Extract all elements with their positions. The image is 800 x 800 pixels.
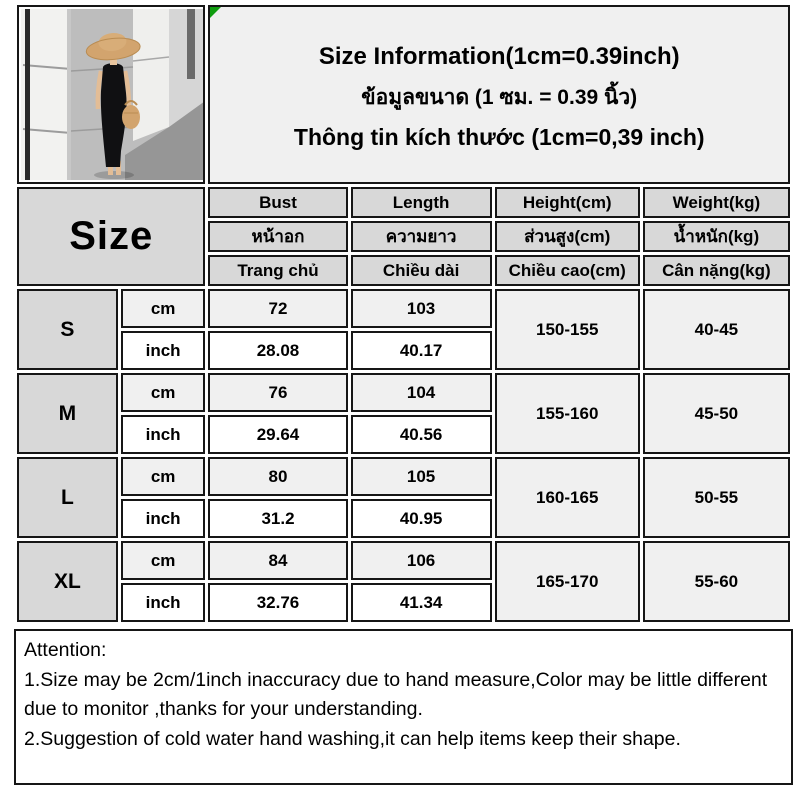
header-height-en: Height(cm) xyxy=(495,187,640,218)
size-header-cell: Size xyxy=(17,187,205,286)
header-weight-en: Weight(kg) xyxy=(643,187,790,218)
header-height-vi: Chiều cao(cm) xyxy=(495,255,640,286)
size-row-label-m: M xyxy=(17,373,118,454)
header-bust-vi: Trang chủ xyxy=(208,255,347,286)
s-length-inch: 40.17 xyxy=(351,331,492,370)
m-weight: 45-50 xyxy=(643,373,790,454)
xl-height: 165-170 xyxy=(495,541,640,622)
l-bust-inch: 31.2 xyxy=(208,499,347,538)
header-length-vi: Chiều dài xyxy=(351,255,492,286)
size-row-label-l: L xyxy=(17,457,118,538)
l-length-cm: 105 xyxy=(351,457,492,496)
l-length-inch: 40.95 xyxy=(351,499,492,538)
product-photo-image xyxy=(21,9,205,180)
xl-length-cm: 106 xyxy=(351,541,492,580)
xl-weight: 55-60 xyxy=(643,541,790,622)
unit-cm-s: cm xyxy=(121,289,206,328)
size-row-label-s: S xyxy=(17,289,118,370)
m-bust-inch: 29.64 xyxy=(208,415,347,454)
s-height: 150-155 xyxy=(495,289,640,370)
size-chart-table xyxy=(14,2,793,625)
header-bust-th: หน้าอก xyxy=(208,221,347,252)
m-length-inch: 40.56 xyxy=(351,415,492,454)
title-line-vi: Thông tin kích thước (1cm=0,39 inch) xyxy=(293,123,705,150)
unit-cm-m: cm xyxy=(121,373,206,412)
header-height-th: ส่วนสูง(cm) xyxy=(495,221,640,252)
m-height: 155-160 xyxy=(495,373,640,454)
unit-inch-xl: inch xyxy=(121,583,206,622)
xl-bust-cm: 84 xyxy=(208,541,347,580)
unit-inch-l: inch xyxy=(121,499,206,538)
header-length-th: ความยาว xyxy=(351,221,492,252)
product-photo xyxy=(17,5,205,184)
attention-title: Attention: xyxy=(24,639,107,661)
s-bust-cm: 72 xyxy=(208,289,347,328)
m-bust-cm: 76 xyxy=(208,373,347,412)
unit-inch-s: inch xyxy=(121,331,206,370)
xl-bust-inch: 32.76 xyxy=(208,583,347,622)
attention-box xyxy=(14,629,793,785)
header-bust-en: Bust xyxy=(208,187,347,218)
l-bust-cm: 80 xyxy=(208,457,347,496)
green-corner-marker-icon xyxy=(210,7,221,18)
m-length-cm: 104 xyxy=(351,373,492,412)
s-bust-inch: 28.08 xyxy=(208,331,347,370)
attention-note-2: 2.Suggestion of cold water hand washing,it can help items keep their shape. xyxy=(24,727,681,750)
l-weight: 50-55 xyxy=(643,457,790,538)
xl-length-inch: 41.34 xyxy=(351,583,492,622)
title-line-th: ข้อมูลขนาด (1 ซม. = 0.39 นิ้ว) xyxy=(361,85,638,109)
size-row-label-xl: XL xyxy=(17,541,118,622)
attention-note-1: 1.Size may be 2cm/1inch inaccuracy due to hand measure,Color may be little different due to monitor ,thanks for your understanding. xyxy=(24,668,768,721)
s-length-cm: 103 xyxy=(351,289,492,328)
unit-inch-m: inch xyxy=(121,415,206,454)
title-line-en: Size Information(1cm=0.39inch) xyxy=(318,42,680,70)
s-weight: 40-45 xyxy=(643,289,790,370)
unit-cm-l: cm xyxy=(121,457,206,496)
header-length-en: Length xyxy=(351,187,492,218)
title-cell xyxy=(208,5,790,184)
unit-cm-xl: cm xyxy=(121,541,206,580)
header-weight-th: น้ำหนัก(kg) xyxy=(643,221,790,252)
header-weight-vi: Cân nặng(kg) xyxy=(643,255,790,286)
l-height: 160-165 xyxy=(495,457,640,538)
